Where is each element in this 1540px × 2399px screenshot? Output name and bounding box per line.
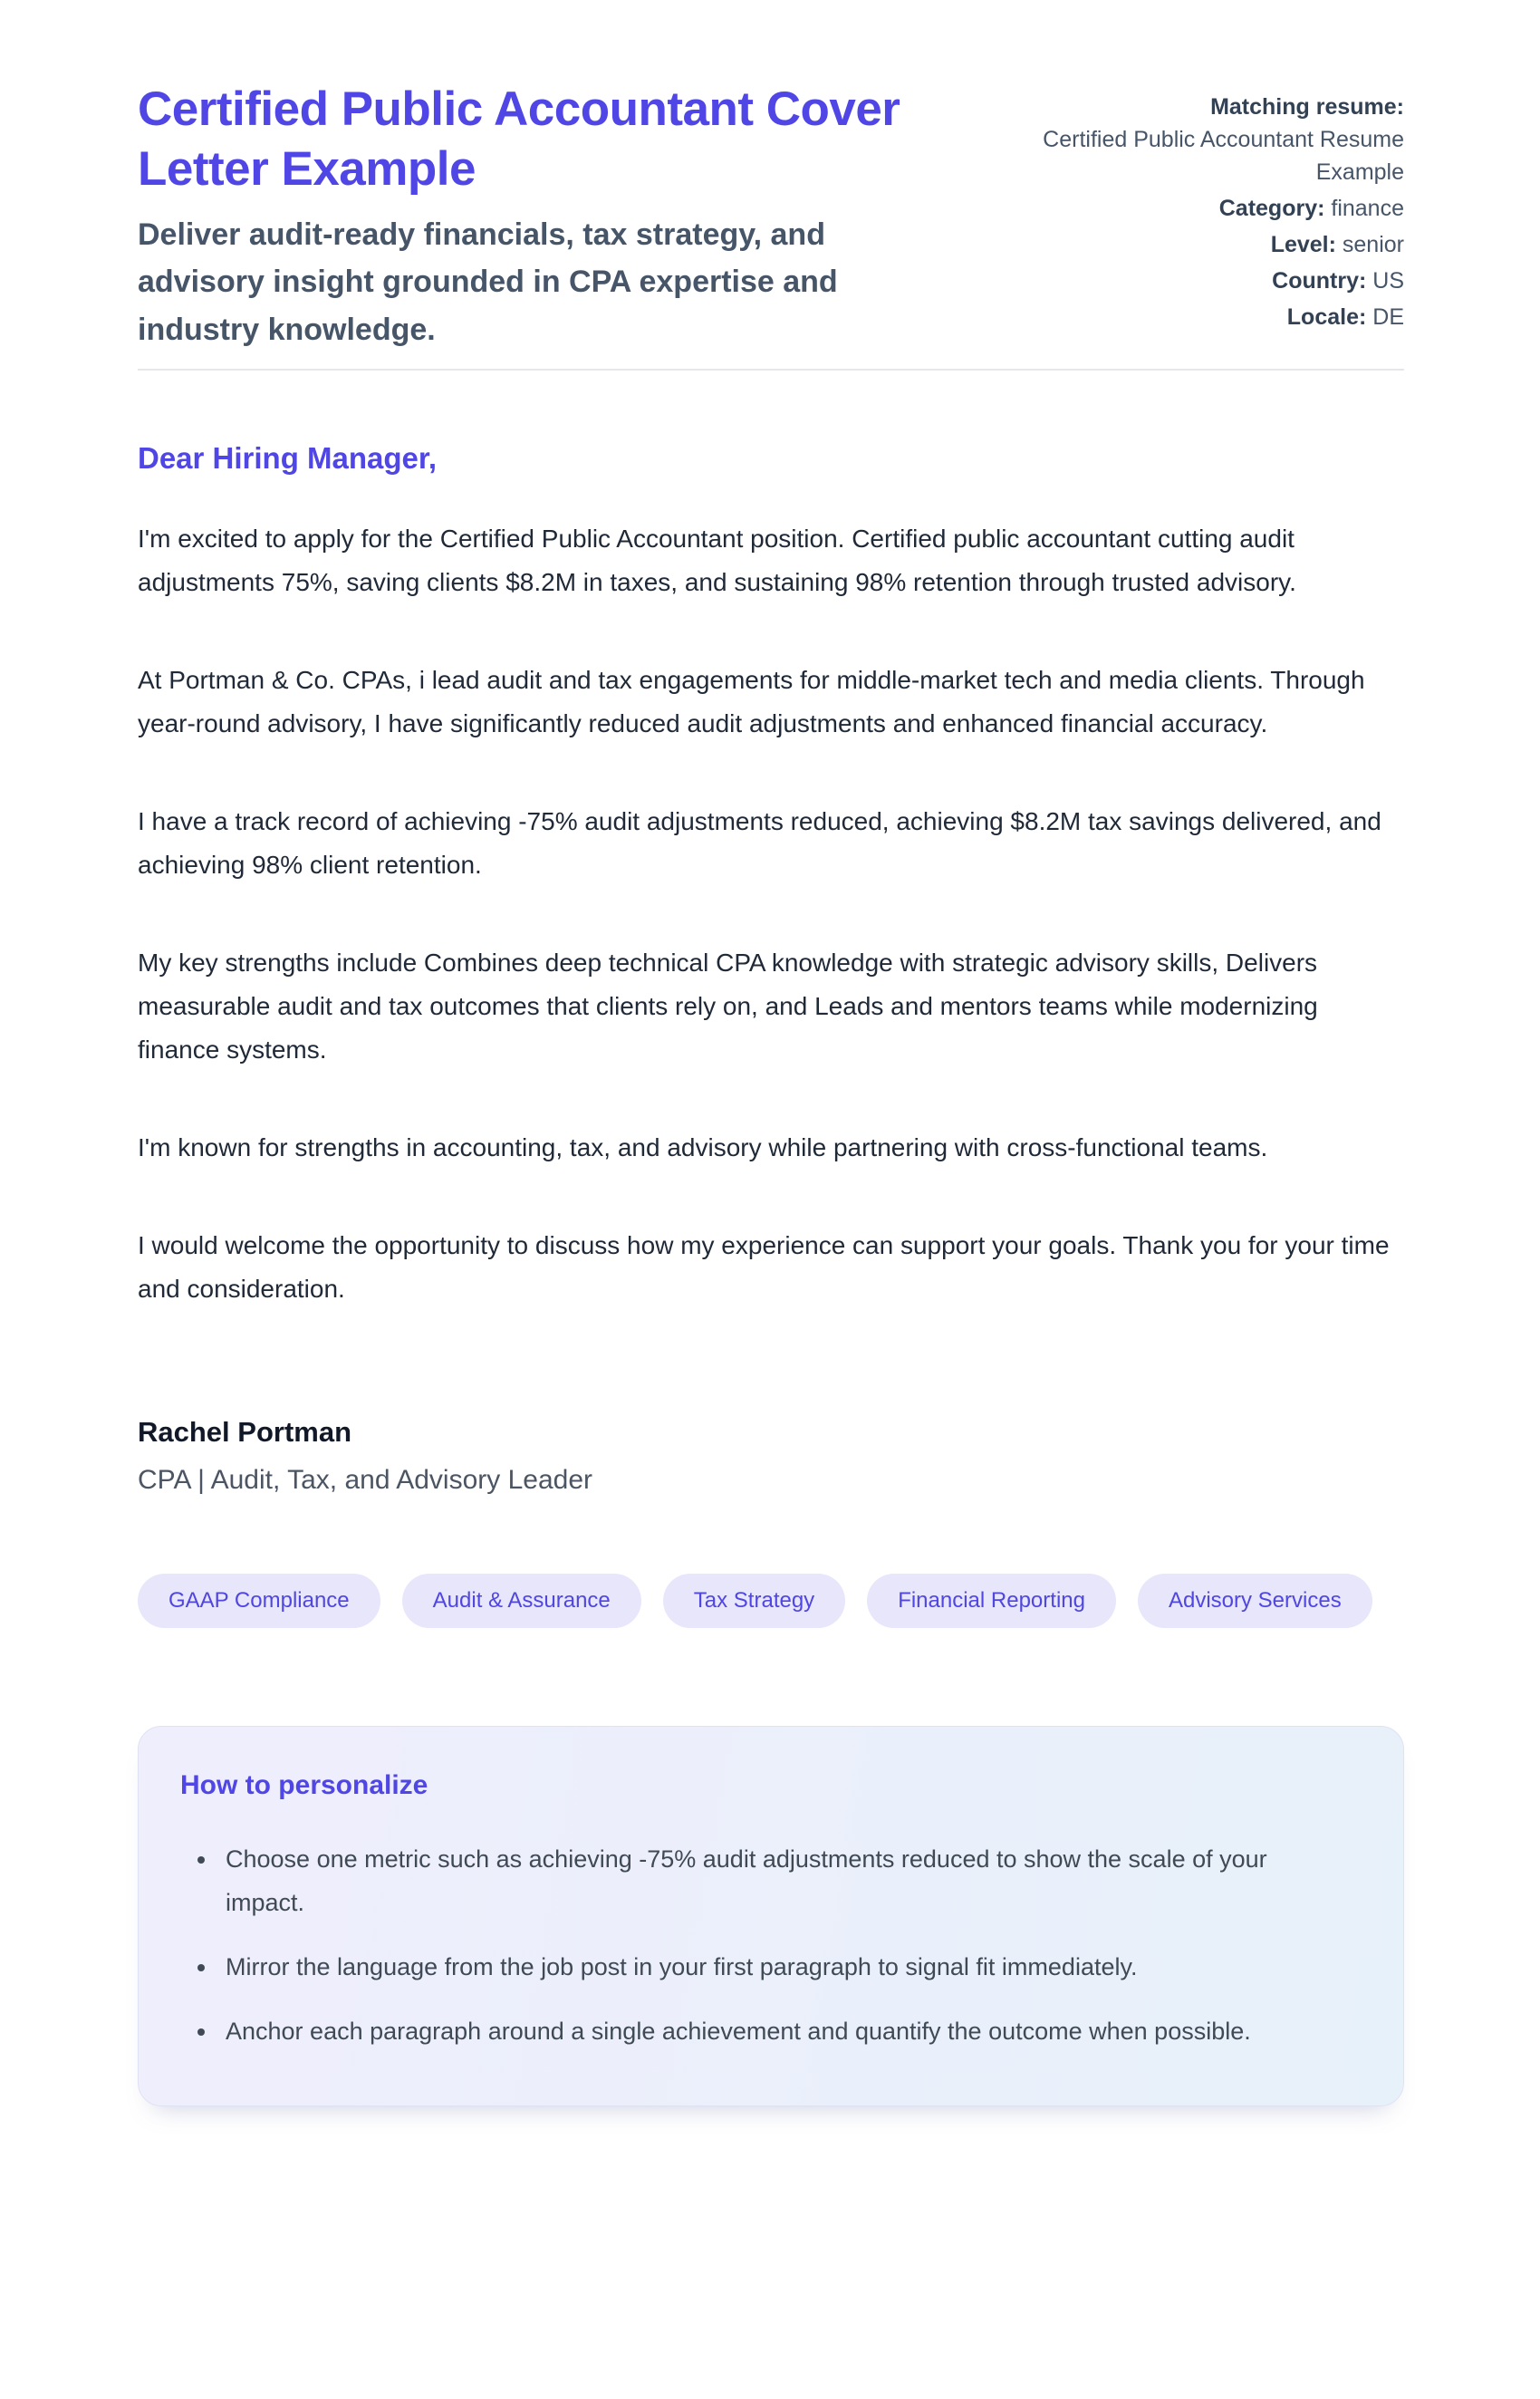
skill-tag: GAAP Compliance xyxy=(138,1574,380,1628)
matching-resume-value: Certified Public Accountant Resume Example xyxy=(1043,127,1404,185)
page-subtitle: Deliver audit-ready financials, tax strategy, and advisory insight grounded in CPA expertise and industry knowledge. xyxy=(138,217,838,347)
letter-paragraph: I would welcome the opportunity to discuss how my experience can support your goals. Thank you for your time and consideration. xyxy=(138,1230,1390,1303)
personalize-bullet: • Anchor each paragraph around a single achievement and quantify the outcome when possible. xyxy=(218,2009,1352,2053)
personalize-bullet: • Choose one metric such as achieving -75% audit adjustments reduced to show the scale of your impact. xyxy=(218,1837,1352,1924)
letter-paragraph: At Portman & Co. CPAs, i lead audit and tax engagements for middle-market tech and media clients. Through year-round advisory, I have significantly reduced audit adjustments and enhanced financial accuracy. xyxy=(138,665,1365,737)
skill-tags xyxy=(138,1574,1404,1628)
meta-row-country xyxy=(1004,265,1404,297)
skill-tag: Tax Strategy xyxy=(663,1574,845,1628)
page-title: Certified Public Accountant Cover Letter Example xyxy=(138,82,900,197)
signature-role: CPA | Audit, Tax, and Advisory Leader xyxy=(138,1464,592,1495)
letter-paragraph: I'm excited to apply for the Certified Public Accountant position. Certified public accountant cutting audit adjustments 75%, saving clients $8.2M in taxes, and sustaining 98% retention through trusted advisory. xyxy=(138,524,1296,596)
matching-resume-label: Matching resume: xyxy=(1210,94,1404,120)
level-value: senior xyxy=(1342,232,1404,257)
meta-row-locale xyxy=(1004,301,1404,333)
personalize-bullet: • Mirror the language from the job post in your first paragraph to signal fit immediately. xyxy=(218,1945,1352,1989)
how-to-personalize-card xyxy=(138,1726,1404,2106)
skill-tag: Advisory Services xyxy=(1138,1574,1372,1628)
letter-paragraph: My key strengths include Combines deep technical CPA knowledge with strategic advisory skills, Delivers measurable audit and tax outcomes that clients rely on, and Leads and mentors teams while modernizing finance systems. xyxy=(138,948,1318,1064)
skill-tag: Financial Reporting xyxy=(867,1574,1116,1628)
personalize-title: How to personalize xyxy=(180,1769,428,1800)
letter-greeting: Dear Hiring Manager, xyxy=(138,440,438,475)
matching-resume-row xyxy=(1004,91,1404,188)
resume-meta-block xyxy=(1004,80,1404,333)
country-label: Country: xyxy=(1272,268,1367,294)
skill-tag: Audit & Assurance xyxy=(402,1574,641,1628)
page-header xyxy=(138,80,1404,371)
header-title-block xyxy=(138,80,958,354)
country-value: US xyxy=(1372,268,1404,294)
letter-paragraph: I have a track record of achieving -75% audit adjustments reduced, achieving $8.2M tax savings delivered, and achieving 98% client retention. xyxy=(138,806,1381,879)
level-label: Level: xyxy=(1270,232,1336,257)
locale-value: DE xyxy=(1372,304,1404,330)
meta-row-category xyxy=(1004,192,1404,225)
meta-row-level xyxy=(1004,228,1404,261)
locale-label: Locale: xyxy=(1286,304,1367,330)
letter-body xyxy=(138,371,1404,1496)
personalize-list xyxy=(180,1837,1352,2053)
letter-paragraph: I'm known for strengths in accounting, tax, and advisory while partnering with cross-functional teams. xyxy=(138,1132,1268,1161)
signature-name: Rachel Portman xyxy=(138,1415,352,1448)
category-value: finance xyxy=(1331,196,1404,221)
category-label: Category: xyxy=(1218,196,1325,221)
